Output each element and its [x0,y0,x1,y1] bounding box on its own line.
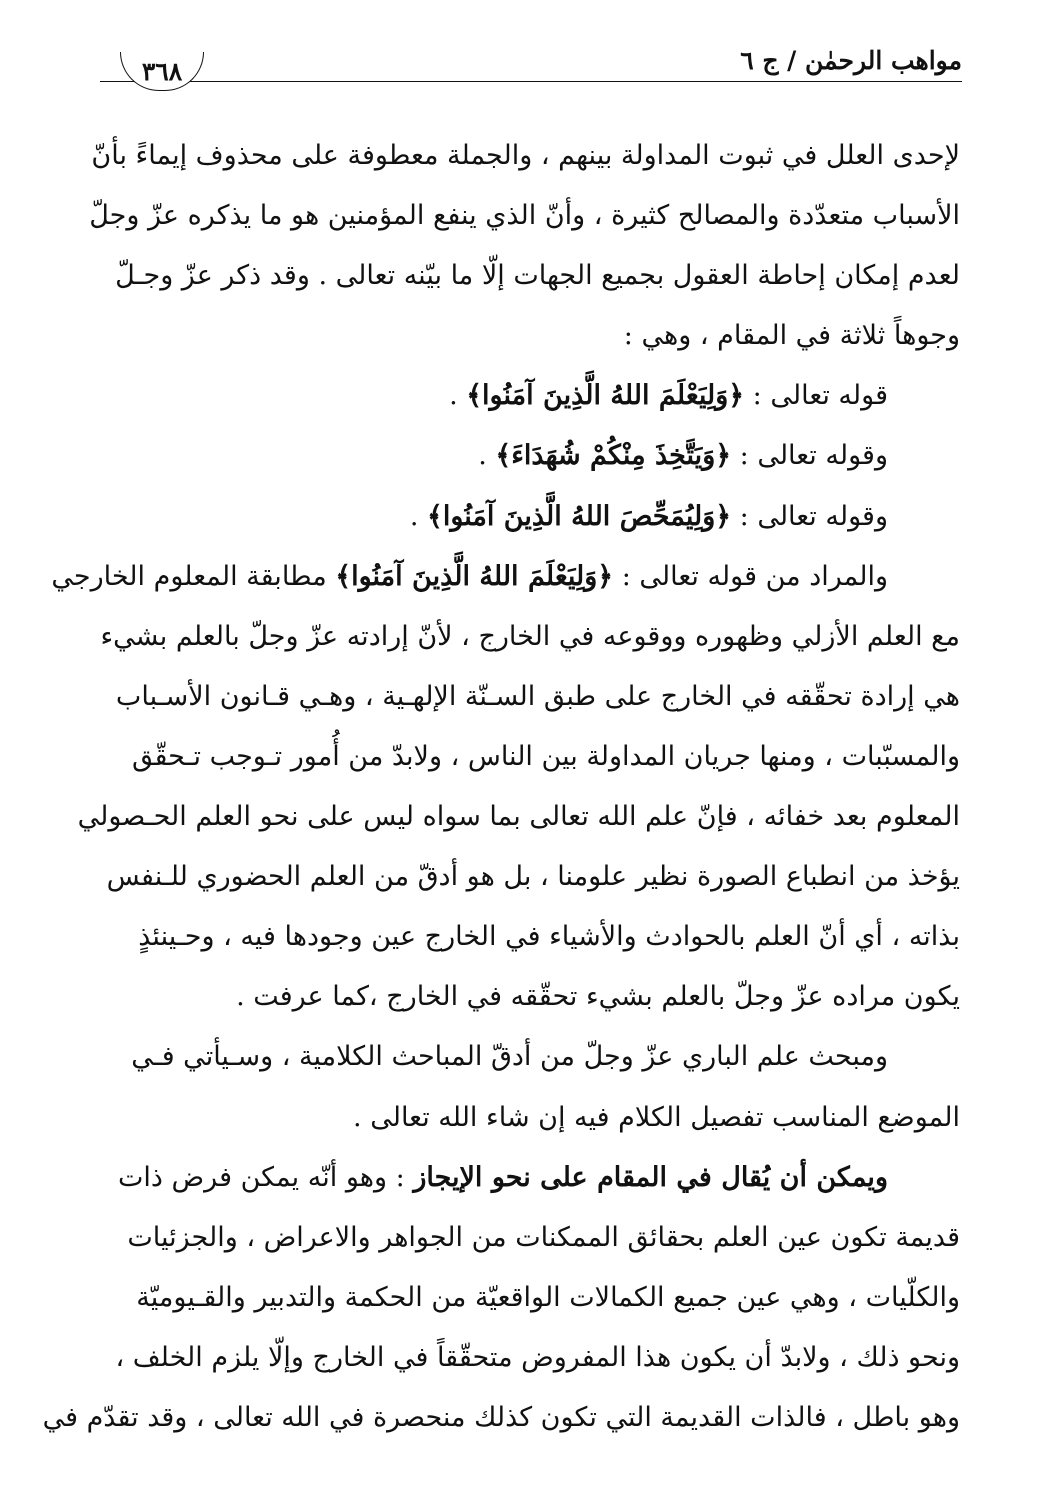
text-line: والكلّيات ، وهي عين جميع الكمالات الواقعيّة من الحكمة والتدبير والقـيوميّة [136,1281,960,1313]
paragraph-3-first-line: ومبحث علم الباري عزّ وجلّ من أدقّ المباحث الكلامية ، وسـيأتي فـي [131,1041,888,1073]
text-line: هي إرادة تحقّقه في الخارج على طبق السـنّة الإلهـية ، وهـي قـانون الأسـباب [115,680,960,712]
text-line: وهو باطل ، فالذات القديمة التي تكون كذلك منحصرة في الله تعالى ، وقد تقدّم في [42,1401,960,1433]
para2-suffix: مطابقة المعلوم الخارجي [51,560,336,592]
text-line: بذاته ، أي أنّ العلم بالحوادث والأشياء في الخارج عين وجودها فيه ، وحـينئذٍ [138,921,960,953]
text-line: المعلوم بعد خفائه ، فإنّ علم الله تعالى بما سواه ليس على نحو العلم الحـصولي [77,801,960,833]
text-line: ونحو ذلك ، ولابدّ أن يكون هذا المفروض متحقّقاً في الخارج وإلّا يلزم الخلف ، [115,1341,960,1373]
paragraph-lead-phrase: ويمكن أن يُقال في المقام على نحو الإيجاز [413,1161,888,1193]
text-line: مع العلم الأزلي وظهوره ووقوعه في الخارج ، لأنّ إرادته عزّ وجلّ بالعلم بشيء [100,620,960,652]
verse-line-1 [102,366,960,426]
quran-verse: ﴿وَلِيُمَحِّصَ اللهُ الَّذِينَ آمَنُوا﴾ [427,500,732,532]
text-line: وجوهاً ثلاثة في المقام ، وهي : [623,320,960,352]
quran-verse: ﴿وَلِيَعْلَمَ اللهُ الَّذِينَ آمَنُوا﴾ [335,560,614,592]
paragraph-4-first-line [102,1148,960,1208]
text-line: الأسباب متعدّدة والمصالح كثيرة ، وأنّ الذي ينفع المؤمنين هو ما يذكره عزّ وجلّ [89,200,960,232]
page-header [100,44,962,88]
verse-prefix: وقوله تعالى : [731,500,888,532]
quran-verse: ﴿وَلِيَعْلَمَ اللهُ الَّذِينَ آمَنُوا﴾ [466,380,745,412]
page-number-frame [120,52,204,91]
text-line: الموضع المناسب تفصيل الكلام فيه إن شاء الله تعالى . [353,1101,960,1133]
book-title: مواهب الرحمٰن / ج ٦ [740,46,962,75]
paragraph-2-first-line [51,547,960,607]
verse-prefix: قوله تعالى : [744,380,888,412]
verse-line-2 [102,426,960,486]
para4-first-rest: : وهو أنّه يمكن فرض ذات [118,1161,414,1193]
para2-prefix: والمراد من قوله تعالى : [613,560,888,592]
text-line: يؤخذ من انطباع الصورة نظير علومنا ، بل هو أدقّ من العلم الحضوري للـنفس [106,861,960,893]
verse-line-3 [102,487,960,547]
verse-suffix: . [449,380,467,412]
quran-verse: ﴿وَيَتَّخِذَ مِنْكُمْ شُهَدَاءَ﴾ [495,440,732,472]
text-line: يكون مراده عزّ وجلّ بالعلم بشيء تحقّقه في الخارج ،كما عرفت . [236,981,960,1013]
text-line: لإحدى العلل في ثبوت المداولة بينهم ، والجملة معطوفة على محذوف إيماءً بأنّ [91,140,960,171]
text-line: والمسبّبات ، ومنها جريان المداولة بين الناس ، ولابدّ من أُمور تـوجب تـحقّق [131,740,960,772]
text-body [42,126,960,1448]
text-line: قديمة تكون عين العلم بحقائق الممكنات من الجواهر والاعراض ، والجزئيات [127,1221,960,1253]
verse-suffix: . [478,440,496,472]
page-number: ٣٦٨ [141,56,183,86]
verse-suffix: . [409,500,428,532]
text-line: لعدم إمكان إحاطة العقول بجميع الجهات إلّا ما بيّنه تعالى . وقد ذكر عزّ وجـلّ [115,260,960,292]
verse-prefix: وقوله تعالى : [731,440,888,472]
header-rule [100,81,962,82]
